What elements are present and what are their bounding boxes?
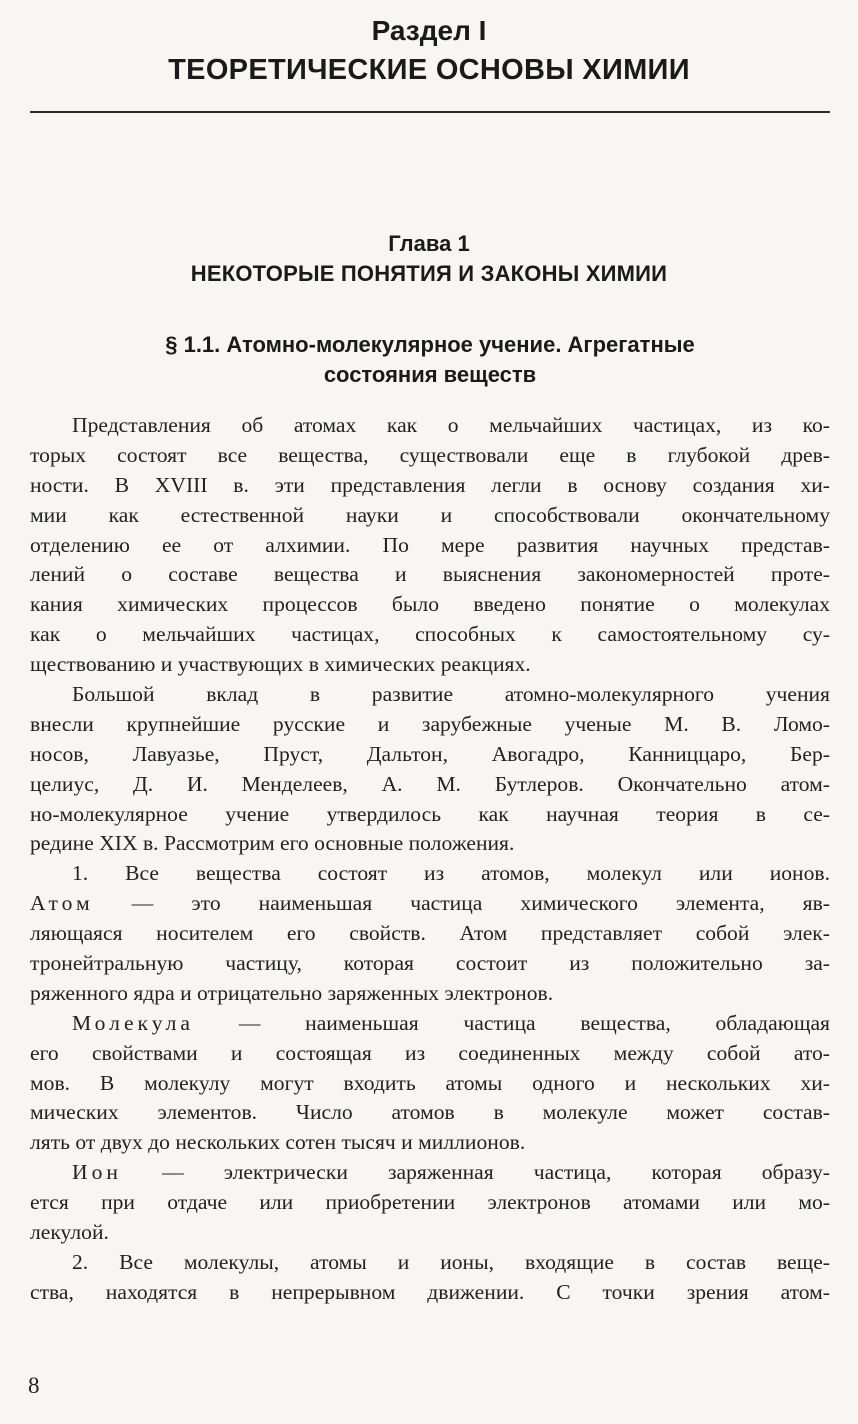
text-line: его свойствами и состоящая из соединенных между собой ато- [30, 1040, 830, 1065]
text-line: мии как естественной науки и способствовали окончательному [30, 502, 830, 527]
text-line: кания химических процессов было введено понятие о молекулах [30, 592, 830, 617]
text-line: но-молекулярное учение утвердилось как научная теория в се- [30, 801, 830, 826]
term-ion: Ион [72, 1160, 122, 1185]
paragraph-heading-line-1: § 1.1. Атомно-молекулярное учение. Агрегатные [165, 332, 695, 357]
text-line: торых состоят все вещества, существовали еще в глубокой древ- [30, 442, 830, 467]
term-molecule: Молекула [72, 1010, 194, 1035]
page-number: 8 [28, 1373, 40, 1398]
chapter-title: НЕКОТОРЫЕ ПОНЯТИЯ И ЗАКОНЫ ХИМИИ [190, 261, 668, 286]
text-line: внесли крупнейшие русские и зарубежные ученые М. В. Ломо- [30, 711, 830, 736]
text-line: носов, Лавуазье, Пруст, Дальтон, Авогадро, Канниццаро, Бер- [30, 741, 830, 766]
text-line: редине XIX в. Рассмотрим его основные положения. [30, 831, 515, 856]
term-atom: Атом [30, 891, 94, 916]
text-line [30, 889, 830, 919]
text-line: Представления об атомах как о мельчайших частицах, из ко- [72, 413, 830, 437]
body-text [30, 411, 830, 1308]
section-title: ТЕОРЕТИЧЕСКИЕ ОСНОВЫ ХИМИИ [168, 54, 690, 86]
text-line: отделению ее от алхимии. По мере развития научных представ- [30, 532, 830, 557]
text-line: ется при отдаче или приобретении электронов атомами или мо- [30, 1190, 830, 1215]
text-line: ляющаяся носителем его свойств. Атом представляет собой элек- [30, 921, 830, 946]
text-line: мов. В молекулу могут входить атомы одного и нескольких хи- [30, 1070, 830, 1095]
text-line [30, 1158, 830, 1188]
header-divider [30, 111, 830, 113]
text-line: 1. Все вещества состоят из атомов, молекул или ионов. [72, 861, 830, 886]
text-fragment: — электрически заряженная частица, которая образу- [162, 1160, 830, 1185]
text-line: лять от двух до нескольких сотен тысяч и миллионов. [30, 1130, 526, 1155]
text-fragment: — наименьшая частица вещества, обладающая [238, 1010, 830, 1035]
text-line: ности. В XVIII в. эти представления легли в основу создания хи- [30, 472, 830, 497]
text-line [30, 1009, 830, 1039]
paragraph-heading [60, 330, 800, 390]
text-fragment: — это наименьшая частица химического элемента, яв- [131, 891, 830, 916]
paragraph-heading-line-2: состояния веществ [323, 362, 537, 387]
text-line: ряженного ядра и отрицательно заряженных электронов. [30, 980, 554, 1005]
chapter-label: Глава 1 [388, 231, 470, 256]
text-line: мических элементов. Число атомов в молекуле может состав- [30, 1100, 830, 1125]
text-line: тронейтральную частицу, которая состоит из положительно за- [30, 951, 830, 976]
text-line: ства, находятся в непрерывном движении. С точки зрения атом- [30, 1279, 830, 1304]
text-line: лекулой. [30, 1220, 109, 1245]
text-line: лений о составе вещества и выяснения закономерностей проте- [30, 562, 830, 587]
text-line: ществованию и участвующих в химических реакциях. [30, 652, 531, 677]
text-line: Большой вклад в развитие атомно-молекулярного учения [72, 682, 830, 707]
text-line: 2. Все молекулы, атомы и ионы, входящие в состав веще- [72, 1249, 830, 1274]
text-line: целиус, Д. И. Менделеев, А. М. Бутлеров. Окончательно атом- [30, 771, 830, 796]
section-label: Раздел I [371, 15, 487, 46]
text-line: как о мельчайших частицах, способных к самостоятельному су- [30, 622, 830, 647]
